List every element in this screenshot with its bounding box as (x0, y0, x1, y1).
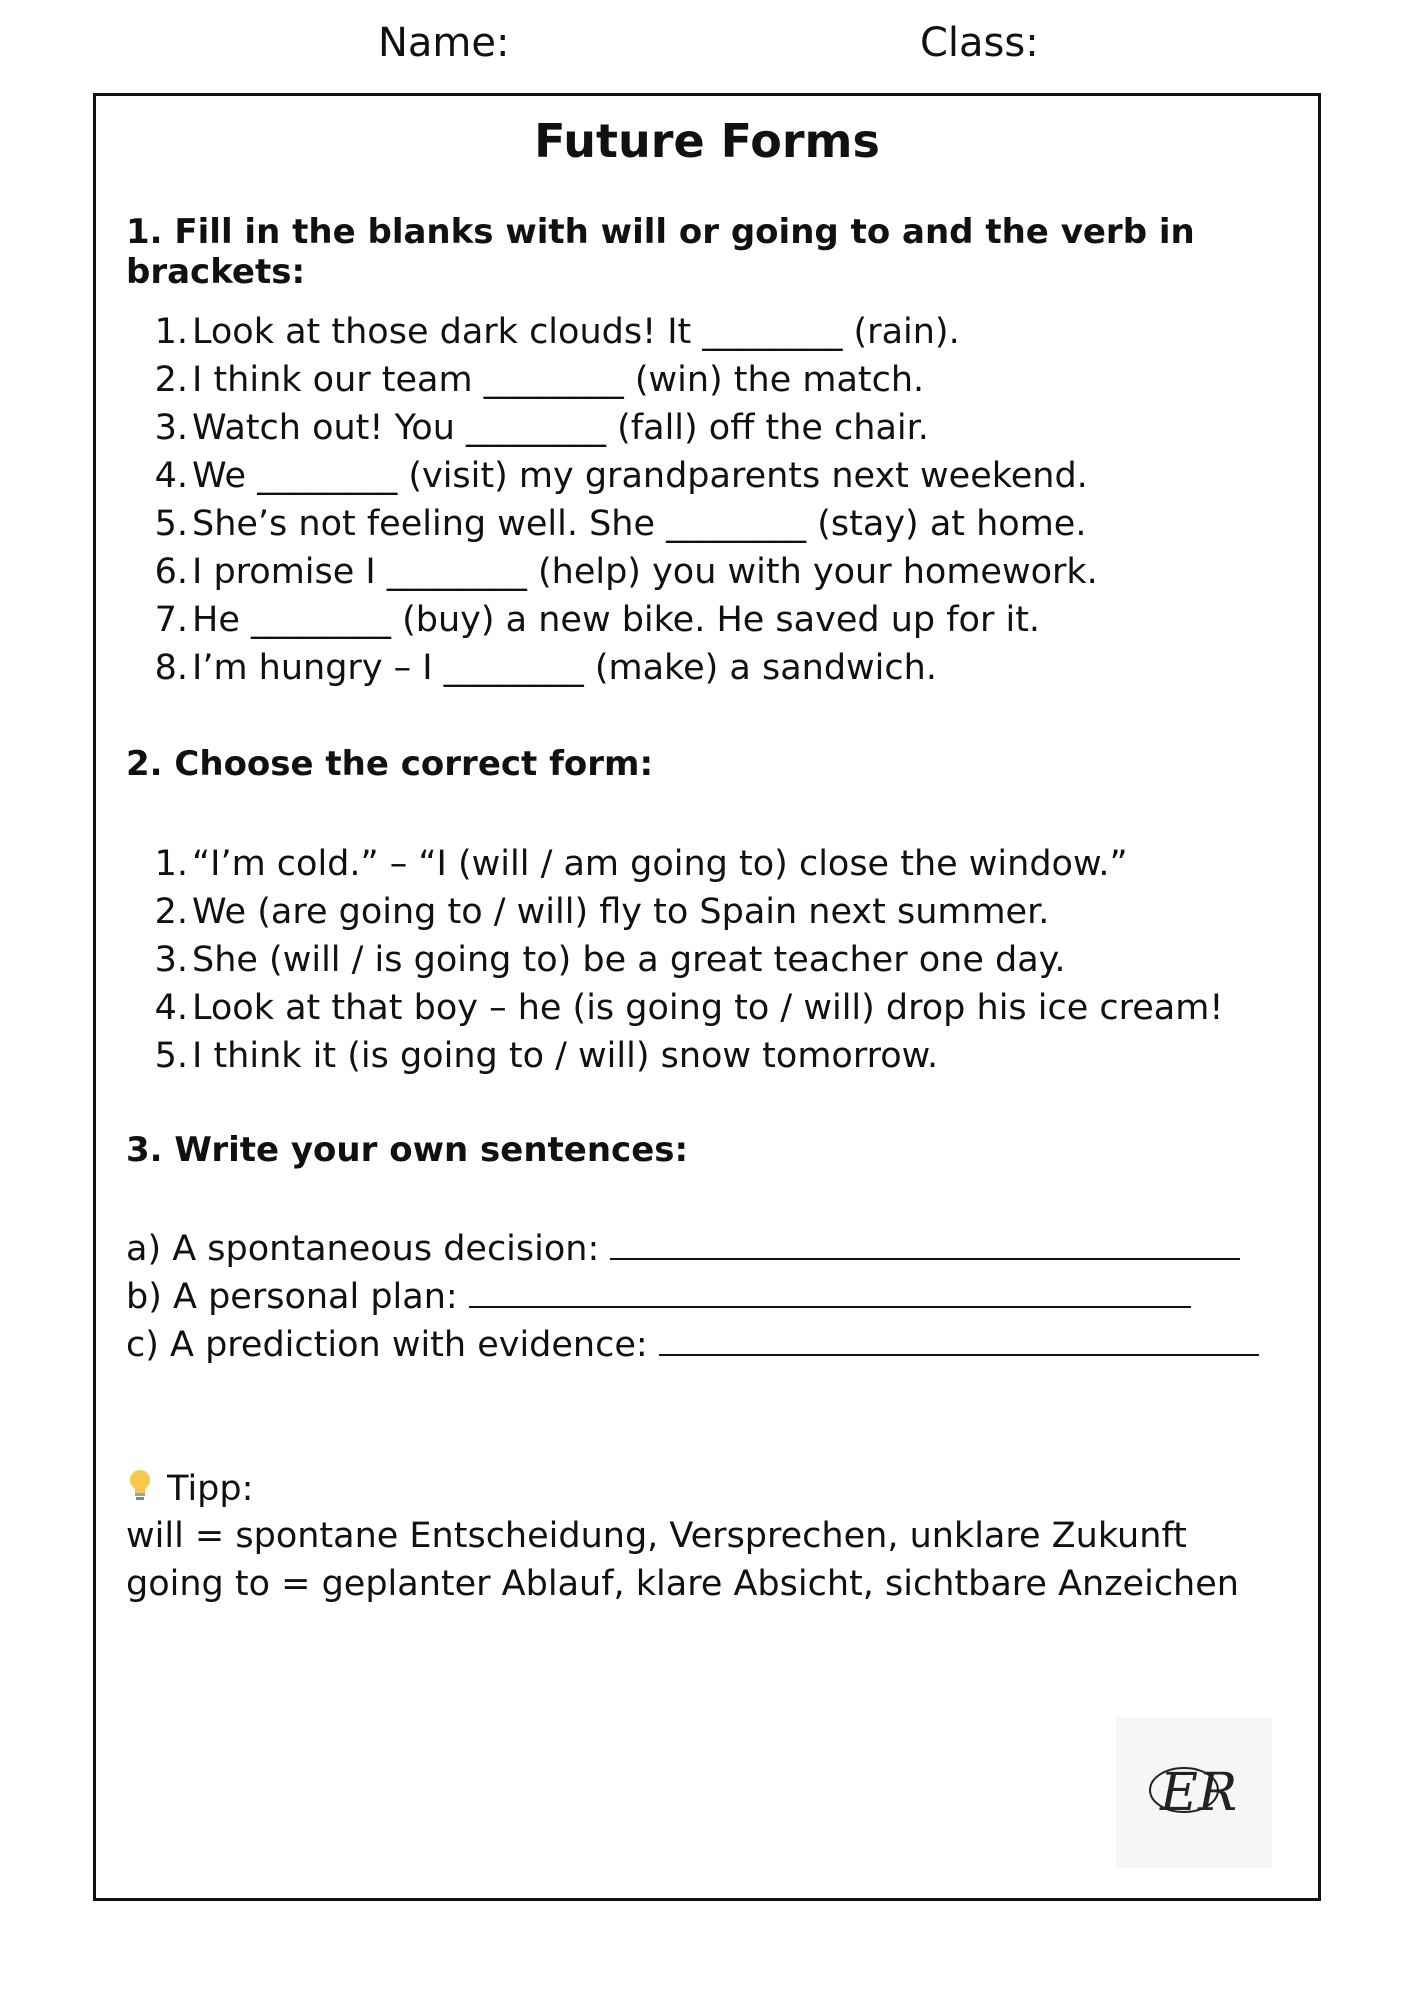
list-item: 1. “I’m cold.” – “I (will / am going to) close the window.” (154, 844, 1128, 884)
answer-blank[interactable]: ________ (250, 600, 391, 640)
section1-heading: 1. Fill in the blanks with will or going to and the verb in brackets: (126, 212, 1195, 292)
sentence-a-row (126, 1226, 1240, 1269)
monogram-logo (1116, 1718, 1272, 1868)
list-item: 5. I think it (is going to / will) snow tomorrow. (154, 1036, 939, 1076)
sentence-b-label: b) A personal plan: (126, 1277, 469, 1317)
sentence-c-row (126, 1322, 1259, 1365)
list-item: 3. She (will / is going to) be a great teacher one day. (154, 940, 1066, 980)
sentence-c-label: c) A prediction with evidence: (126, 1325, 659, 1365)
answer-blank[interactable]: ________ (386, 552, 527, 592)
list-item: 1. Look at those dark clouds! It ________ (rain). (154, 312, 960, 352)
sentence-a-label: a) A spontaneous decision: (126, 1229, 611, 1269)
tip-line-going-to: going to = geplanter Ablauf, klare Absicht, sichtbare Anzeichen (126, 1564, 1239, 1604)
list-item: 2. We (are going to / will) fly to Spain next summer. (154, 892, 1050, 932)
list-item: 2. I think our team ________ (win) the match. (154, 360, 925, 400)
section2-list (126, 840, 1286, 1080)
svg-text:ER: ER (1160, 1763, 1238, 1823)
list-item: 6. I promise I ________ (help) you with your homework. (154, 552, 1098, 592)
list-item: 4. We ________ (visit) my grandparents next weekend. (154, 456, 1088, 496)
list-item: 3. Watch out! You ________ (fall) off the chair. (154, 408, 929, 448)
section2-heading: 2. Choose the correct form: (126, 744, 654, 784)
worksheet-frame (93, 93, 1321, 1901)
sentence-c-answer-line[interactable] (659, 1322, 1259, 1356)
list-item: 5. She’s not feeling well. She ________ (stay) at home. (154, 504, 1087, 544)
sentence-a-answer-line[interactable] (610, 1226, 1240, 1260)
list-item: 8. I’m hungry – I ________ (make) a sandwich. (154, 648, 937, 688)
worksheet-title: Future Forms (534, 114, 880, 168)
tip-heading (126, 1468, 253, 1511)
name-label: Name: (378, 20, 510, 66)
answer-blank[interactable]: ________ (702, 312, 843, 352)
answer-blank[interactable]: ________ (483, 360, 624, 400)
answer-blank[interactable]: ________ (257, 456, 398, 496)
answer-blank[interactable]: ________ (466, 408, 607, 448)
section3-heading: 3. Write your own sentences: (126, 1130, 689, 1170)
section1-list (126, 308, 1286, 692)
answer-blank[interactable]: ________ (666, 504, 807, 544)
list-item: 7. He ________ (buy) a new bike. He saved up for it. (154, 600, 1041, 640)
answer-blank[interactable]: ________ (443, 648, 584, 688)
class-label: Class: (920, 20, 1039, 66)
lightbulb-icon (126, 1468, 156, 1511)
tip-line-will: will = spontane Entscheidung, Versprechen, unklare Zukunft (126, 1516, 1187, 1556)
sentence-b-answer-line[interactable] (469, 1274, 1191, 1308)
sentence-b-row (126, 1274, 1191, 1317)
tip-label: Tipp: (167, 1469, 254, 1509)
list-item: 4. Look at that boy – he (is going to / will) drop his ice cream! (154, 988, 1224, 1028)
